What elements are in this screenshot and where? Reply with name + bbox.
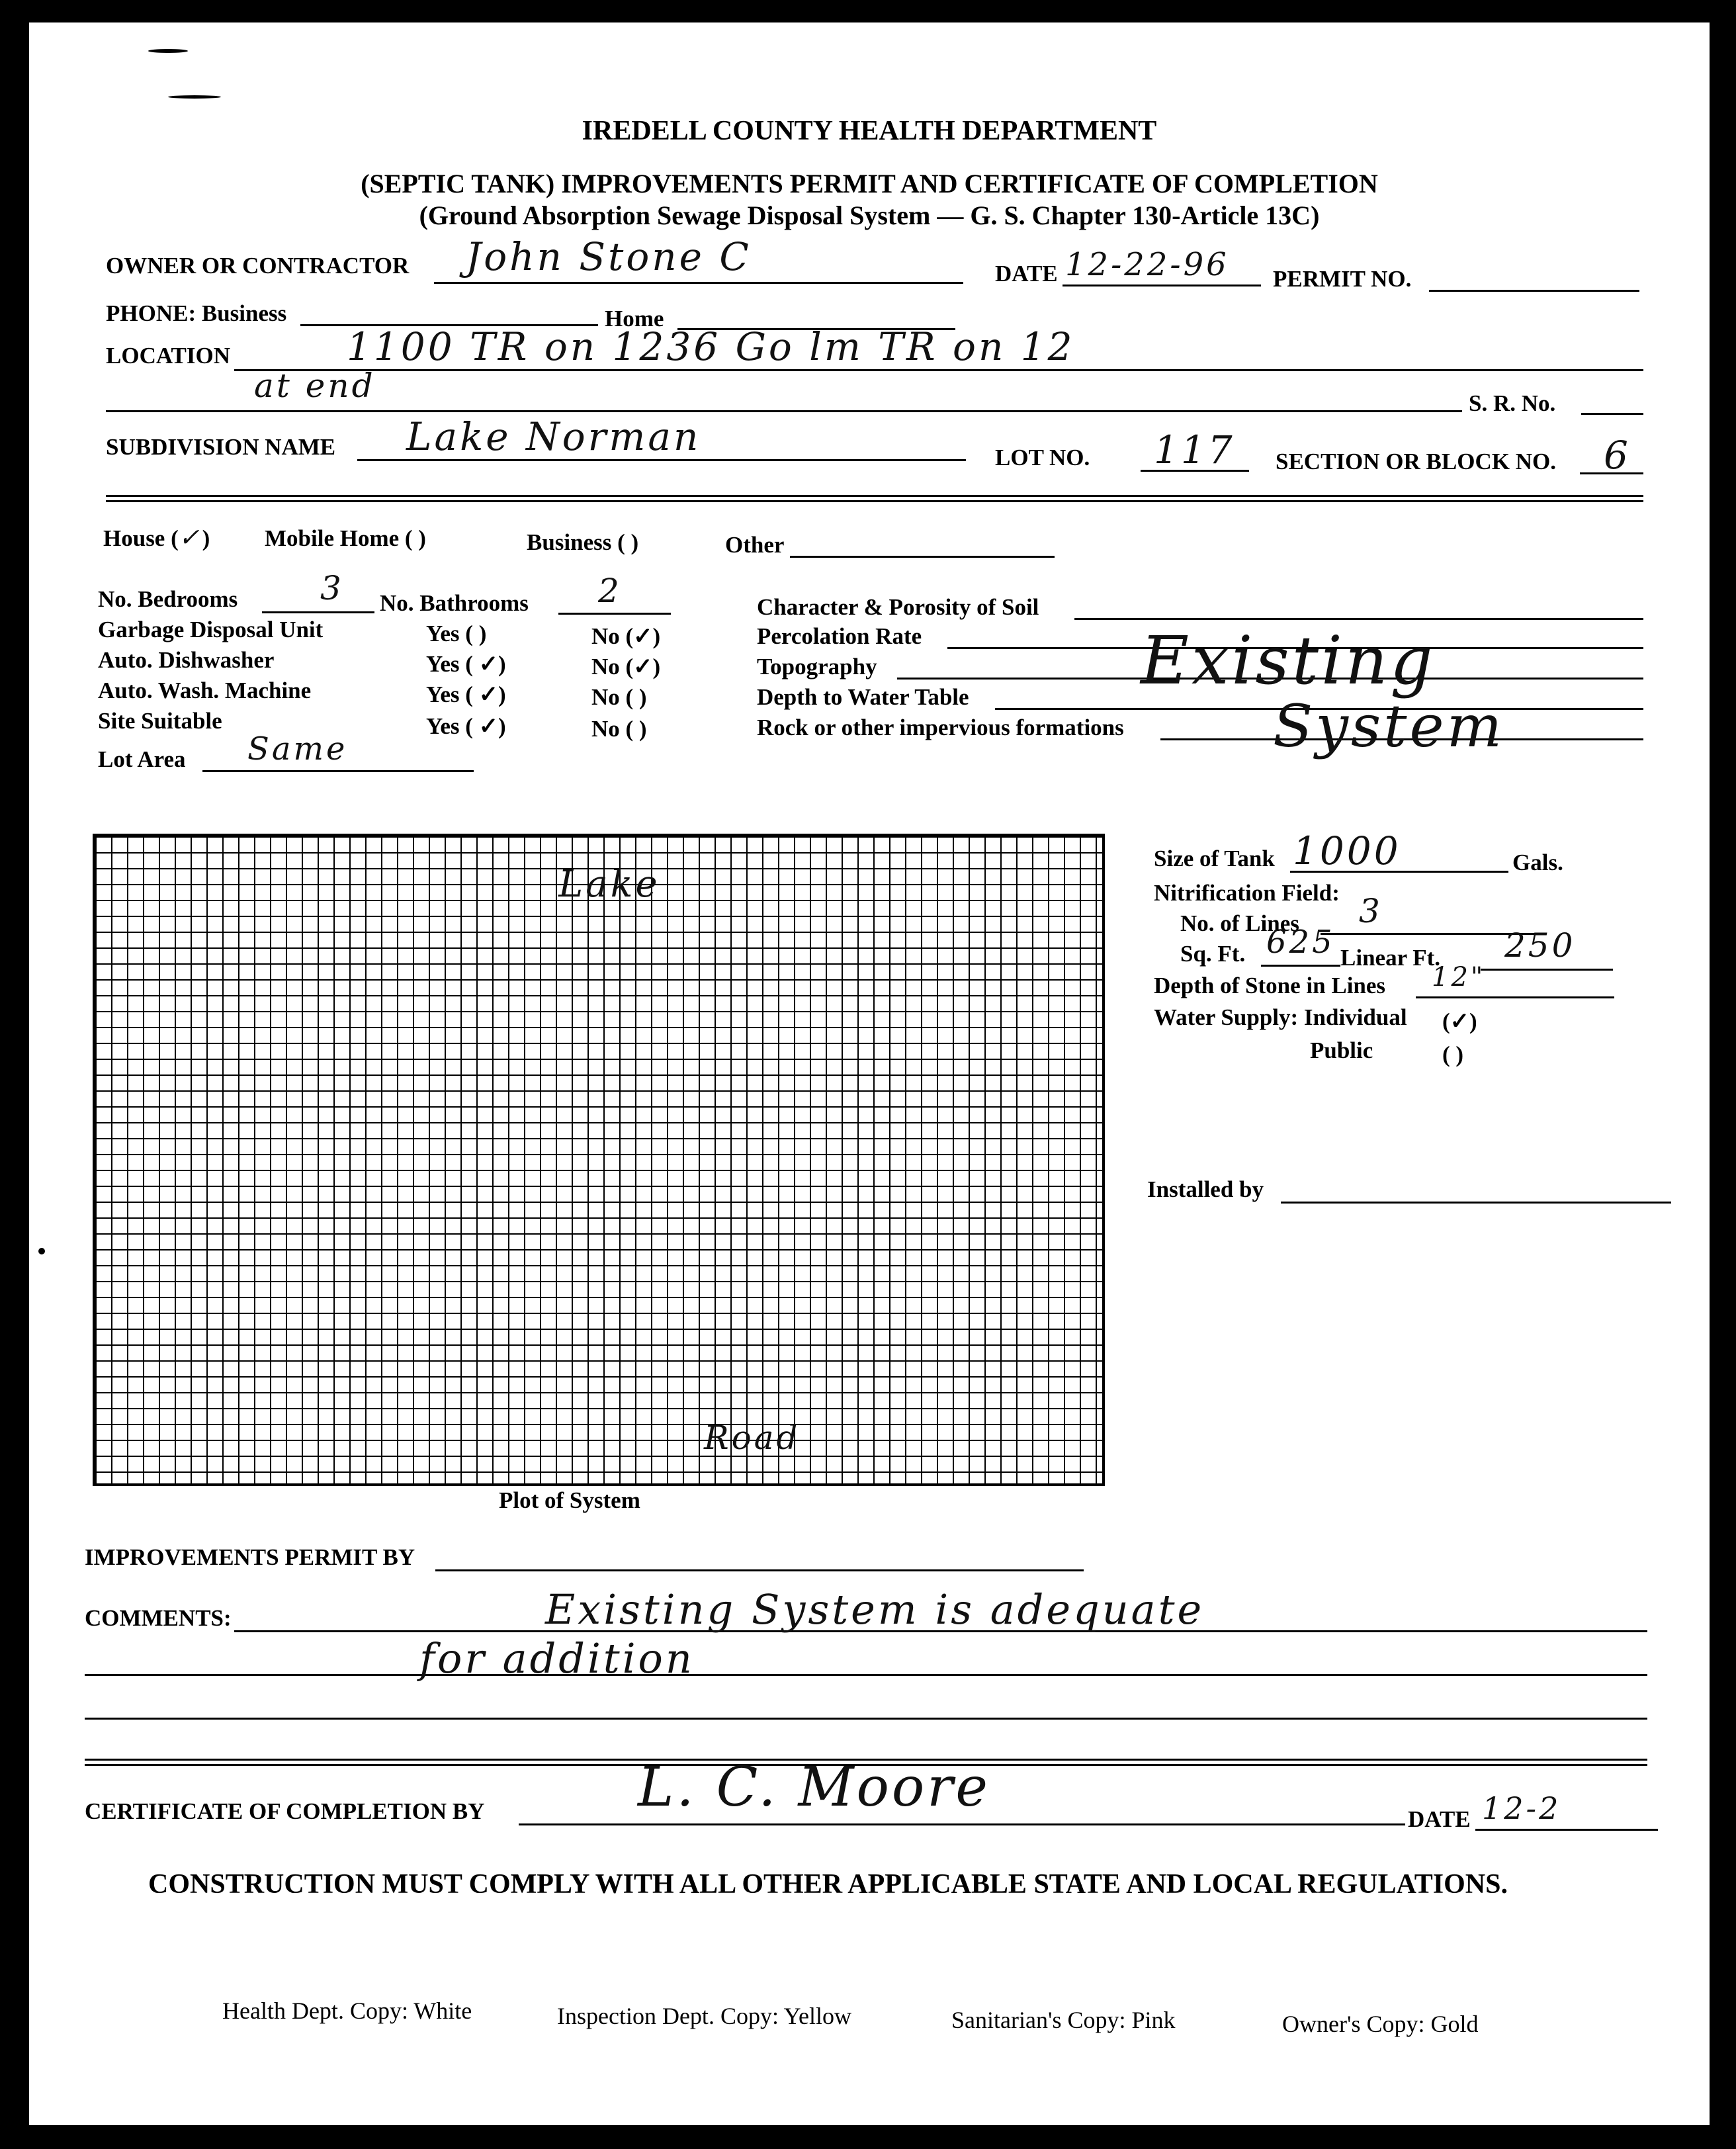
form-title: (SEPTIC TANK) IMPROVEMENTS PERMIT AND CERTIFICATE OF COMPLETION — [361, 169, 1378, 198]
bedrooms-label: No. Bedrooms — [98, 586, 238, 612]
house-check-mark: ✓ — [178, 523, 202, 552]
dishwasher-yes[interactable]: Yes ( ✓) — [426, 651, 506, 677]
comments-line2[interactable]: for addition — [419, 1634, 695, 1683]
date-value[interactable]: 12-22-96 — [1065, 246, 1229, 283]
scan-speck — [148, 49, 188, 53]
sr-no-label: S. R. No. — [1469, 390, 1556, 416]
business-option[interactable]: Business ( ) — [527, 529, 639, 555]
section-value[interactable]: 6 — [1604, 433, 1631, 478]
house-option[interactable] — [103, 523, 210, 552]
location-label: LOCATION — [106, 343, 230, 369]
certificate-date-label: DATE — [1408, 1806, 1471, 1832]
copy-inspection-dept: Inspection Dept. Copy: Yellow — [557, 2003, 851, 2029]
soil-character-label: Character & Porosity of Soil — [757, 594, 1039, 620]
bathrooms-label: No. Bathrooms — [380, 590, 529, 616]
stone-depth-label: Depth of Stone in Lines — [1154, 973, 1386, 998]
location-line2[interactable]: at end — [254, 367, 376, 405]
water-individual-check[interactable]: (✓) — [1442, 1008, 1477, 1034]
site-suitable-yes[interactable]: Yes ( ✓) — [426, 713, 506, 739]
linear-ft-value[interactable]: 250 — [1504, 926, 1576, 965]
dishwasher-label: Auto. Dishwasher — [98, 647, 275, 673]
owner-value[interactable]: John Stone C — [466, 234, 752, 279]
topography-label: Topography — [757, 654, 877, 680]
scan-speck — [168, 95, 221, 99]
tank-size-value[interactable]: 1000 — [1293, 828, 1401, 873]
certificate-date-value[interactable]: 12-2 — [1482, 1790, 1561, 1826]
gals-label: Gals. — [1512, 850, 1563, 875]
copy-sanitarian: Sanitarian's Copy: Pink — [951, 2007, 1176, 2033]
sqft-label: Sq. Ft. — [1180, 941, 1246, 967]
wash-machine-no[interactable]: No ( ) — [591, 684, 647, 710]
scan-speck — [38, 1248, 45, 1254]
location-line1[interactable]: 1100 TR on 1236 Go lm TR on 12 — [347, 324, 1075, 369]
mobile-home-option[interactable]: Mobile Home ( ) — [265, 525, 426, 551]
lot-area-value[interactable]: Same — [247, 730, 348, 768]
plot-caption: Plot of System — [499, 1487, 640, 1513]
phone-label: PHONE: Business — [106, 300, 287, 326]
wash-machine-label: Auto. Wash. Machine — [98, 678, 312, 703]
stone-depth-value[interactable]: 12" — [1432, 962, 1486, 992]
date-label: DATE — [995, 261, 1058, 286]
comments-line1[interactable]: Existing System is adequate — [545, 1585, 1205, 1634]
certificate-signature[interactable]: L. C. Moore — [638, 1756, 990, 1819]
comments-label: COMMENTS: — [85, 1605, 232, 1631]
garbage-disposal-yes[interactable]: Yes ( ) — [426, 621, 487, 646]
lot-no-label: LOT NO. — [995, 445, 1090, 470]
rock-label: Rock or other impervious formations — [757, 715, 1124, 740]
permit-form — [29, 22, 1710, 2125]
copy-owner: Owner's Copy: Gold — [1282, 2011, 1479, 2037]
soil-handwriting-existing[interactable]: Existing — [1141, 622, 1436, 699]
sqft-value[interactable]: 625 — [1266, 924, 1335, 961]
subdivision-label: SUBDIVISION NAME — [106, 434, 336, 460]
section-label: SECTION OR BLOCK NO. — [1276, 449, 1556, 474]
garbage-disposal-no[interactable]: No (✓) — [591, 623, 661, 649]
percolation-label: Percolation Rate — [757, 623, 922, 649]
linear-ft-label: Linear Ft. — [1340, 945, 1441, 971]
house-close: ) — [202, 525, 210, 551]
subdivision-value[interactable]: Lake Norman — [406, 414, 701, 459]
bathrooms-value[interactable]: 2 — [598, 572, 622, 610]
department-heading: IREDELL COUNTY HEALTH DEPARTMENT — [582, 116, 1157, 146]
nitrification-label: Nitrification Field: — [1154, 880, 1340, 906]
other-label: Other — [725, 532, 785, 558]
copy-health-dept: Health Dept. Copy: White — [222, 1997, 472, 2024]
lines-value[interactable]: 3 — [1359, 892, 1383, 930]
permit-no-label: PERMIT NO. — [1273, 266, 1412, 292]
lot-area-label: Lot Area — [98, 746, 186, 772]
site-suitable-label: Site Suitable — [98, 708, 222, 734]
owner-label: OWNER OR CONTRACTOR — [106, 253, 410, 279]
compliance-notice: CONSTRUCTION MUST COMPLY WITH ALL OTHER APPLICABLE STATE AND LOCAL REGULATIONS. — [148, 1869, 1508, 1900]
water-supply-label: Water Supply: Individual — [1154, 1004, 1407, 1030]
permit-by-label: IMPROVEMENTS PERMIT BY — [85, 1544, 415, 1570]
plot-grid[interactable] — [93, 834, 1105, 1486]
water-public-check[interactable]: ( ) — [1442, 1041, 1464, 1067]
wash-machine-yes[interactable]: Yes ( ✓) — [426, 681, 506, 707]
site-suitable-no[interactable]: No ( ) — [591, 716, 647, 742]
tank-size-label: Size of Tank — [1154, 846, 1275, 871]
water-table-label: Depth to Water Table — [757, 684, 969, 710]
plot-note-lake: Lake — [558, 863, 660, 906]
dishwasher-no[interactable]: No (✓) — [591, 654, 661, 680]
lines-label: No. of Lines — [1180, 910, 1299, 936]
water-public-label: Public — [1310, 1037, 1373, 1063]
soil-handwriting-system[interactable]: System — [1273, 692, 1505, 760]
form-subtitle: (Ground Absorption Sewage Disposal System — G. S. Chapter 130-Article 13C) — [419, 200, 1320, 230]
installed-by-label: Installed by — [1147, 1176, 1264, 1202]
bedrooms-value[interactable]: 3 — [320, 569, 344, 607]
certificate-label: CERTIFICATE OF COMPLETION BY — [85, 1798, 485, 1824]
house-label: House ( — [103, 525, 179, 551]
lot-no-value[interactable]: 117 — [1154, 427, 1235, 472]
plot-note-road: Road — [704, 1419, 801, 1457]
garbage-disposal-label: Garbage Disposal Unit — [98, 617, 324, 642]
home-label: Home — [605, 306, 664, 331]
